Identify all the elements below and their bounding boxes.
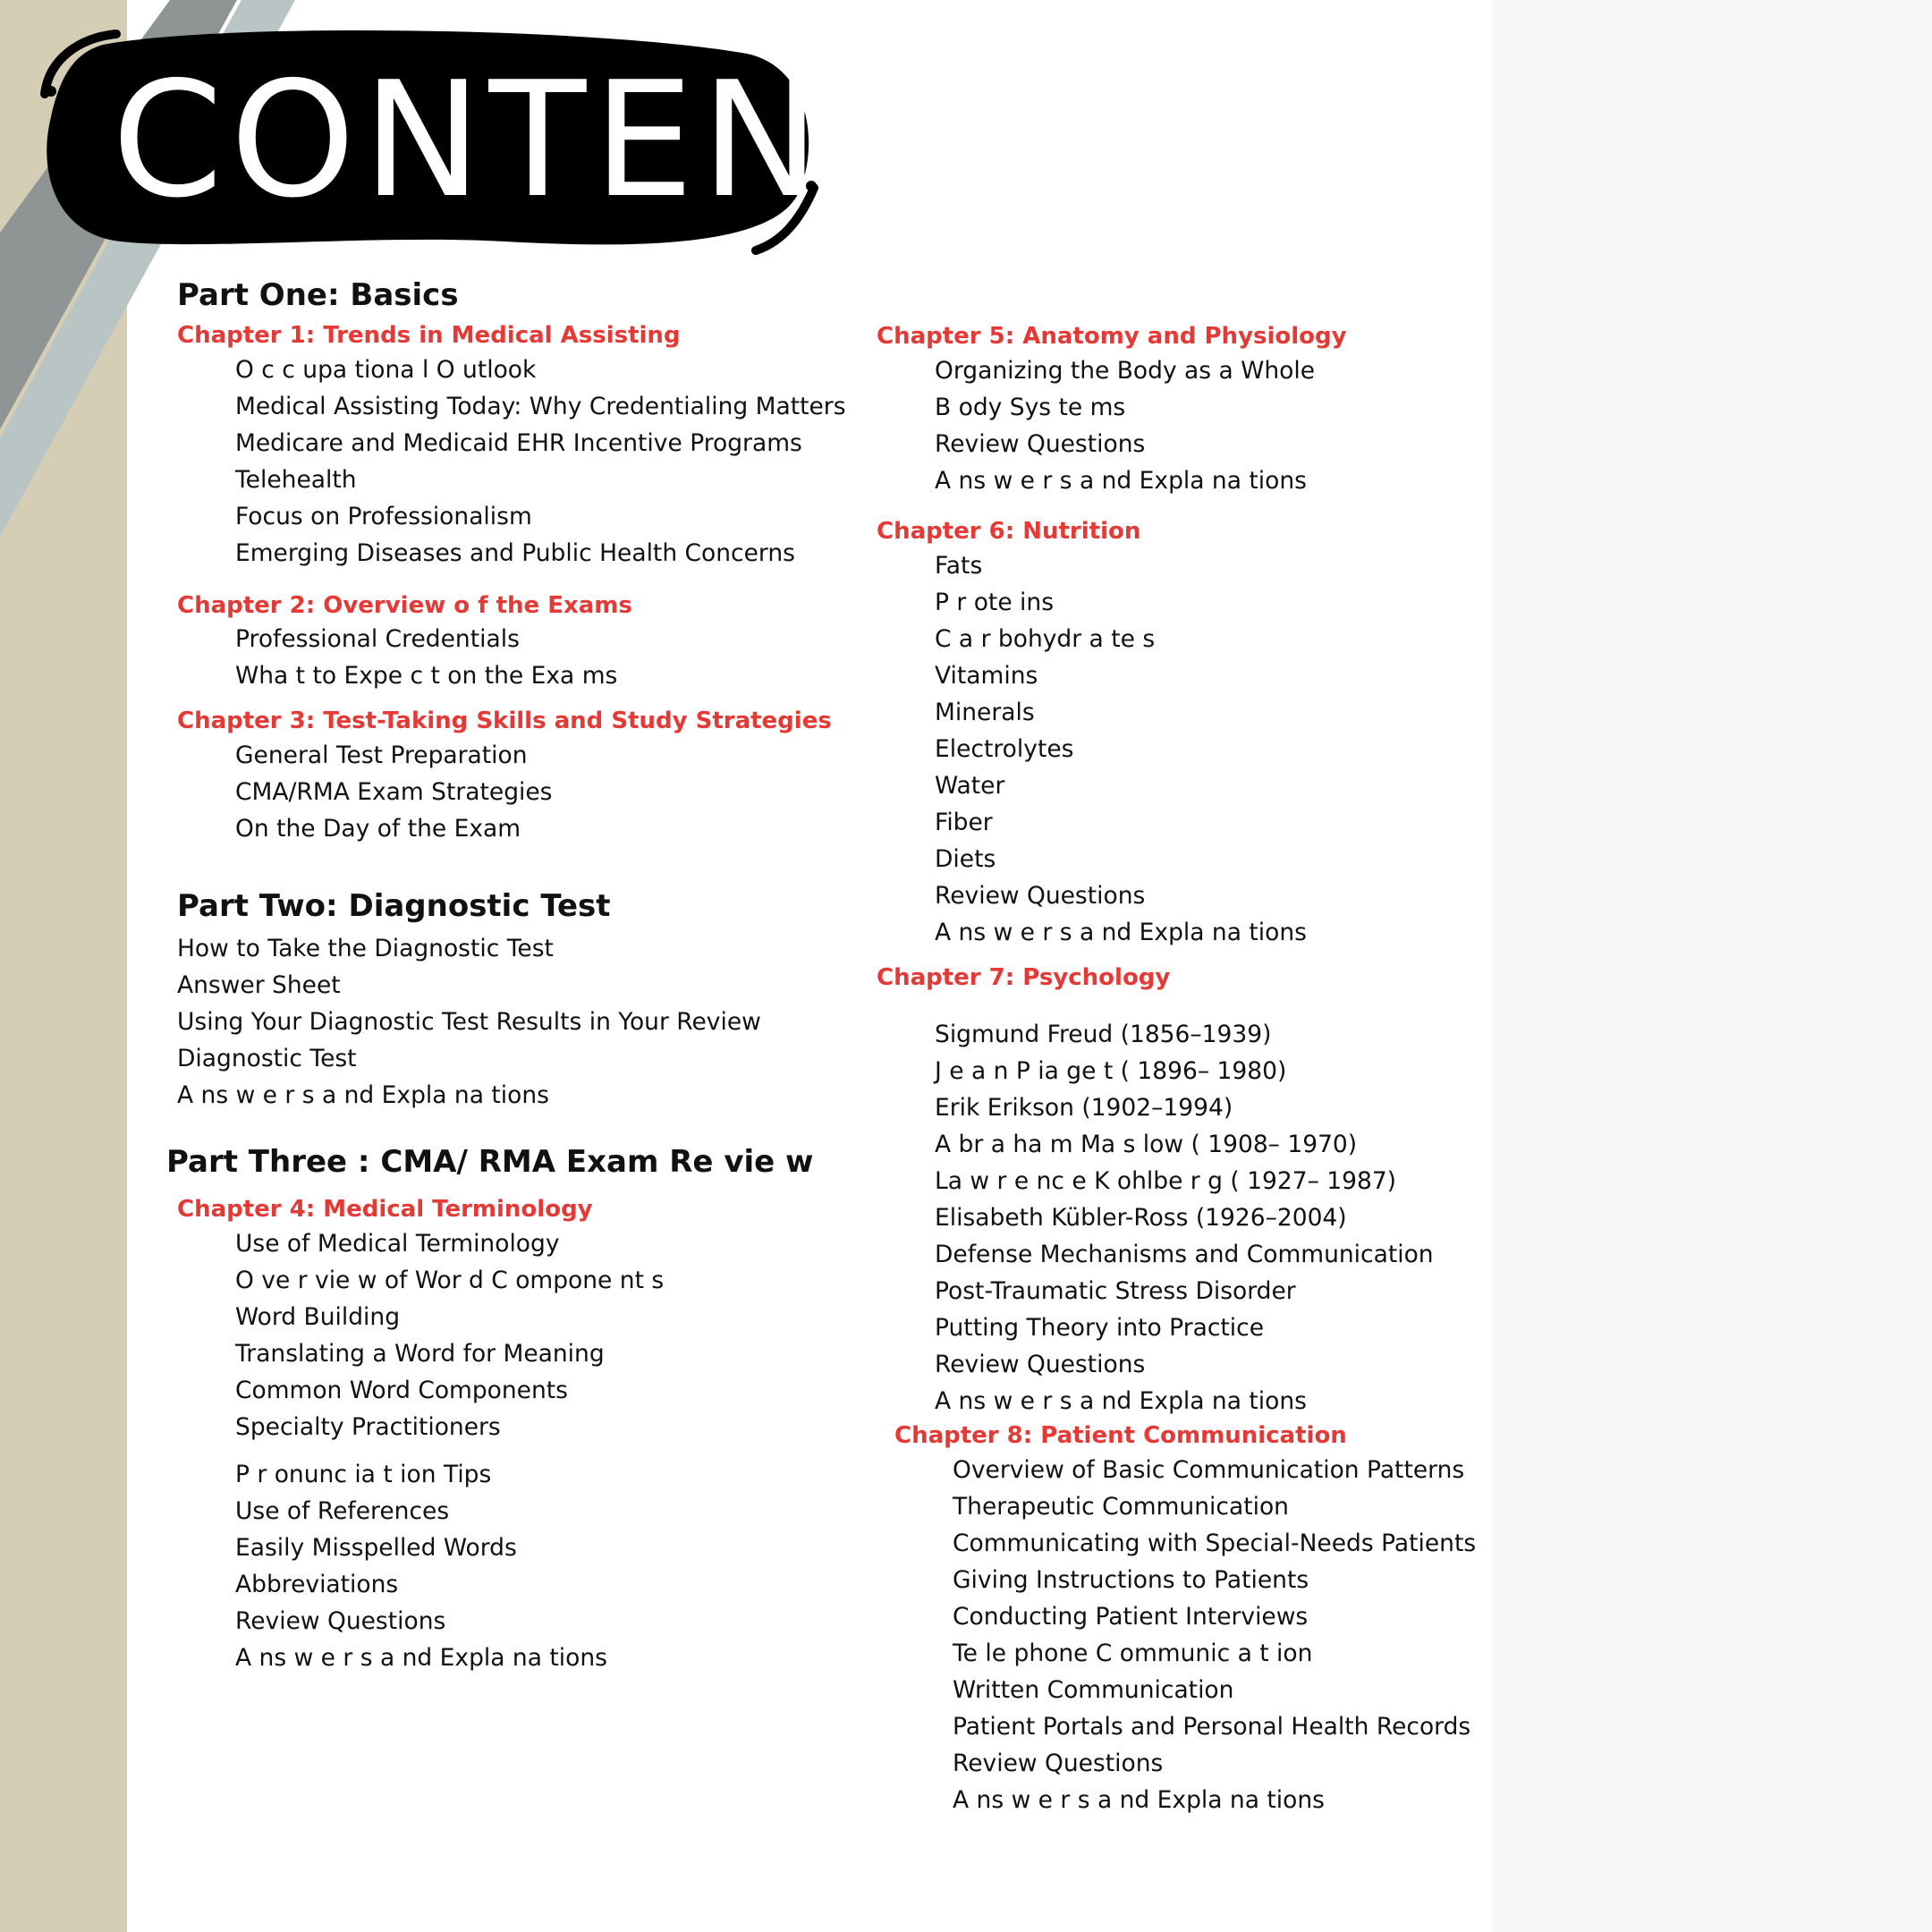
list-item: Focus on Professionalism [235,502,532,530]
toc-left-column [166,277,846,1676]
list-item: Translating a Word for Meaning [235,1339,605,1368]
list-item: B ody Sys te ms [935,393,1126,421]
list-item: P r ote ins [935,588,1055,616]
chapter-5-title: Chapter 5: Anatomy and Physiology [877,323,1347,350]
list-item: Using Your Diagnostic Test Results in Your Review [177,1007,761,1036]
chapter-6-title: Chapter 6: Nutrition [877,517,1141,545]
list-item: Use of References [235,1496,450,1525]
list-item: Professional Credentials [235,625,520,654]
list-item: Post-Traumatic Stress Disorder [935,1277,1296,1306]
chapter-3-title: Chapter 3: Test-Taking Skills and Study Strategies [177,708,832,735]
chapter-4-items-continued [177,1456,821,1676]
list-item: Putting Theory into Practice [935,1314,1265,1343]
list-item: Easily Misspelled Words [235,1533,517,1562]
list-item: A ns w e r s a nd Expla na tions [935,1387,1307,1416]
part-one-title: Part One: Basics [177,277,459,313]
list-item: Giving Instructions to Patients [953,1566,1309,1595]
chapter-8-title: Chapter 8: Patient Communication [894,1422,1347,1450]
list-item: Review Questions [935,881,1146,910]
chapter-3-items [177,737,821,847]
list-item: O ve r vie w of Wor d C ompone nt s [235,1266,665,1294]
list-item: Organizing the Body as a Whole [935,356,1316,385]
list-item: Communicating with Special-Needs Patients [953,1530,1477,1558]
list-item: A ns w e r s a nd Expla na tions [235,1643,607,1672]
list-item: Te le phone C ommunic a t ion [953,1640,1313,1668]
list-item: Review Questions [235,1606,446,1635]
chapter-2-title: Chapter 2: Overview o f the Exams [177,591,632,619]
chapter-7-title: Chapter 7: Psychology [877,963,1171,991]
chapter-4-title: Chapter 4: Medical Terminology [177,1195,593,1223]
list-item: General Test Preparation [235,741,528,770]
list-item: On the Day of the Exam [235,815,521,843]
list-item: Medical Assisting Today: Why Credentialing Matters [235,392,846,420]
list-item: Vitamins [935,661,1038,690]
chapter-2-items [177,621,821,694]
toc-right-column [877,322,1477,1818]
list-item: Electrolytes [935,734,1074,763]
list-item: Review Questions [935,1351,1146,1379]
list-item: Defense Mechanisms and Communication [935,1241,1434,1269]
list-item: Elisabeth Kübler-Ross (1926–2004) [935,1204,1347,1233]
part-two-title: Part Two: Diagnostic Test [177,888,611,925]
chapter-7-items [877,1016,1467,1419]
list-item: Common Word Components [235,1376,568,1404]
chapter-5-items [877,352,1467,499]
list-item: Specialty Practitioners [235,1412,501,1441]
part-three-title: Part Three : CMA/ RMA Exam Re vie w [166,1143,814,1180]
list-item: Diets [935,844,996,873]
list-item: Wha t to Expe c t on the Exa ms [235,662,618,691]
chapter-1-title: Chapter 1: Trends in Medical Assisting [177,321,681,349]
list-item: Review Questions [935,429,1146,458]
list-item: Written Communication [953,1676,1234,1705]
part-two-items [177,930,821,1114]
list-item: Overview of Basic Communication Patterns [953,1456,1465,1485]
list-item: A ns w e r s a nd Expla na tions [935,466,1307,495]
chapter-6-items [877,547,1467,951]
chapter-8-items [877,1452,1477,1818]
list-item: A br a ha m Ma s low ( 1908– 1970) [935,1131,1358,1159]
list-item: Emerging Diseases and Public Health Concerns [235,538,795,567]
right-margin-band [1492,0,1932,1932]
list-item: Use of Medical Terminology [235,1229,560,1258]
list-item: Patient Portals and Personal Health Records [953,1713,1471,1741]
list-item: How to Take the Diagnostic Test [177,934,554,962]
list-item: Medicare and Medicaid EHR Incentive Programs [235,428,802,457]
list-item: Telehealth [235,465,357,494]
list-item: A ns w e r s a nd Expla na tions [177,1080,549,1109]
list-item: Diagnostic Test [177,1044,357,1072]
list-item: O c c upa tiona l O utlook [235,355,537,384]
list-item: P r onunc ia t ion Tips [235,1460,492,1488]
list-item: La w r e nc e K ohlbe r g ( 1927– 1987) [935,1167,1397,1196]
page-title: CONTENT [112,47,932,233]
list-item: Fats [935,551,983,580]
list-item: A ns w e r s a nd Expla na tions [935,918,1307,946]
list-item: Fiber [935,808,993,836]
list-item: Erik Erikson (1902–1994) [935,1094,1233,1123]
list-item: C a r bohydr a te s [935,624,1156,653]
list-item: Therapeutic Communication [953,1493,1289,1521]
list-item: Word Building [235,1302,401,1331]
list-item: Abbreviations [235,1570,399,1598]
list-item: Sigmund Freud (1856–1939) [935,1021,1272,1049]
list-item: Review Questions [953,1750,1164,1778]
list-item: Conducting Patient Interviews [953,1603,1309,1631]
list-item: CMA/RMA Exam Strategies [235,778,553,807]
list-item: Water [935,771,1005,800]
chapter-4-items [177,1225,821,1445]
chapter-1-items [177,352,846,572]
list-item: Answer Sheet [177,970,341,999]
list-item: A ns w e r s a nd Expla na tions [953,1786,1325,1815]
list-item: J e a n P ia ge t ( 1896– 1980) [935,1057,1287,1086]
list-item: Minerals [935,698,1035,726]
